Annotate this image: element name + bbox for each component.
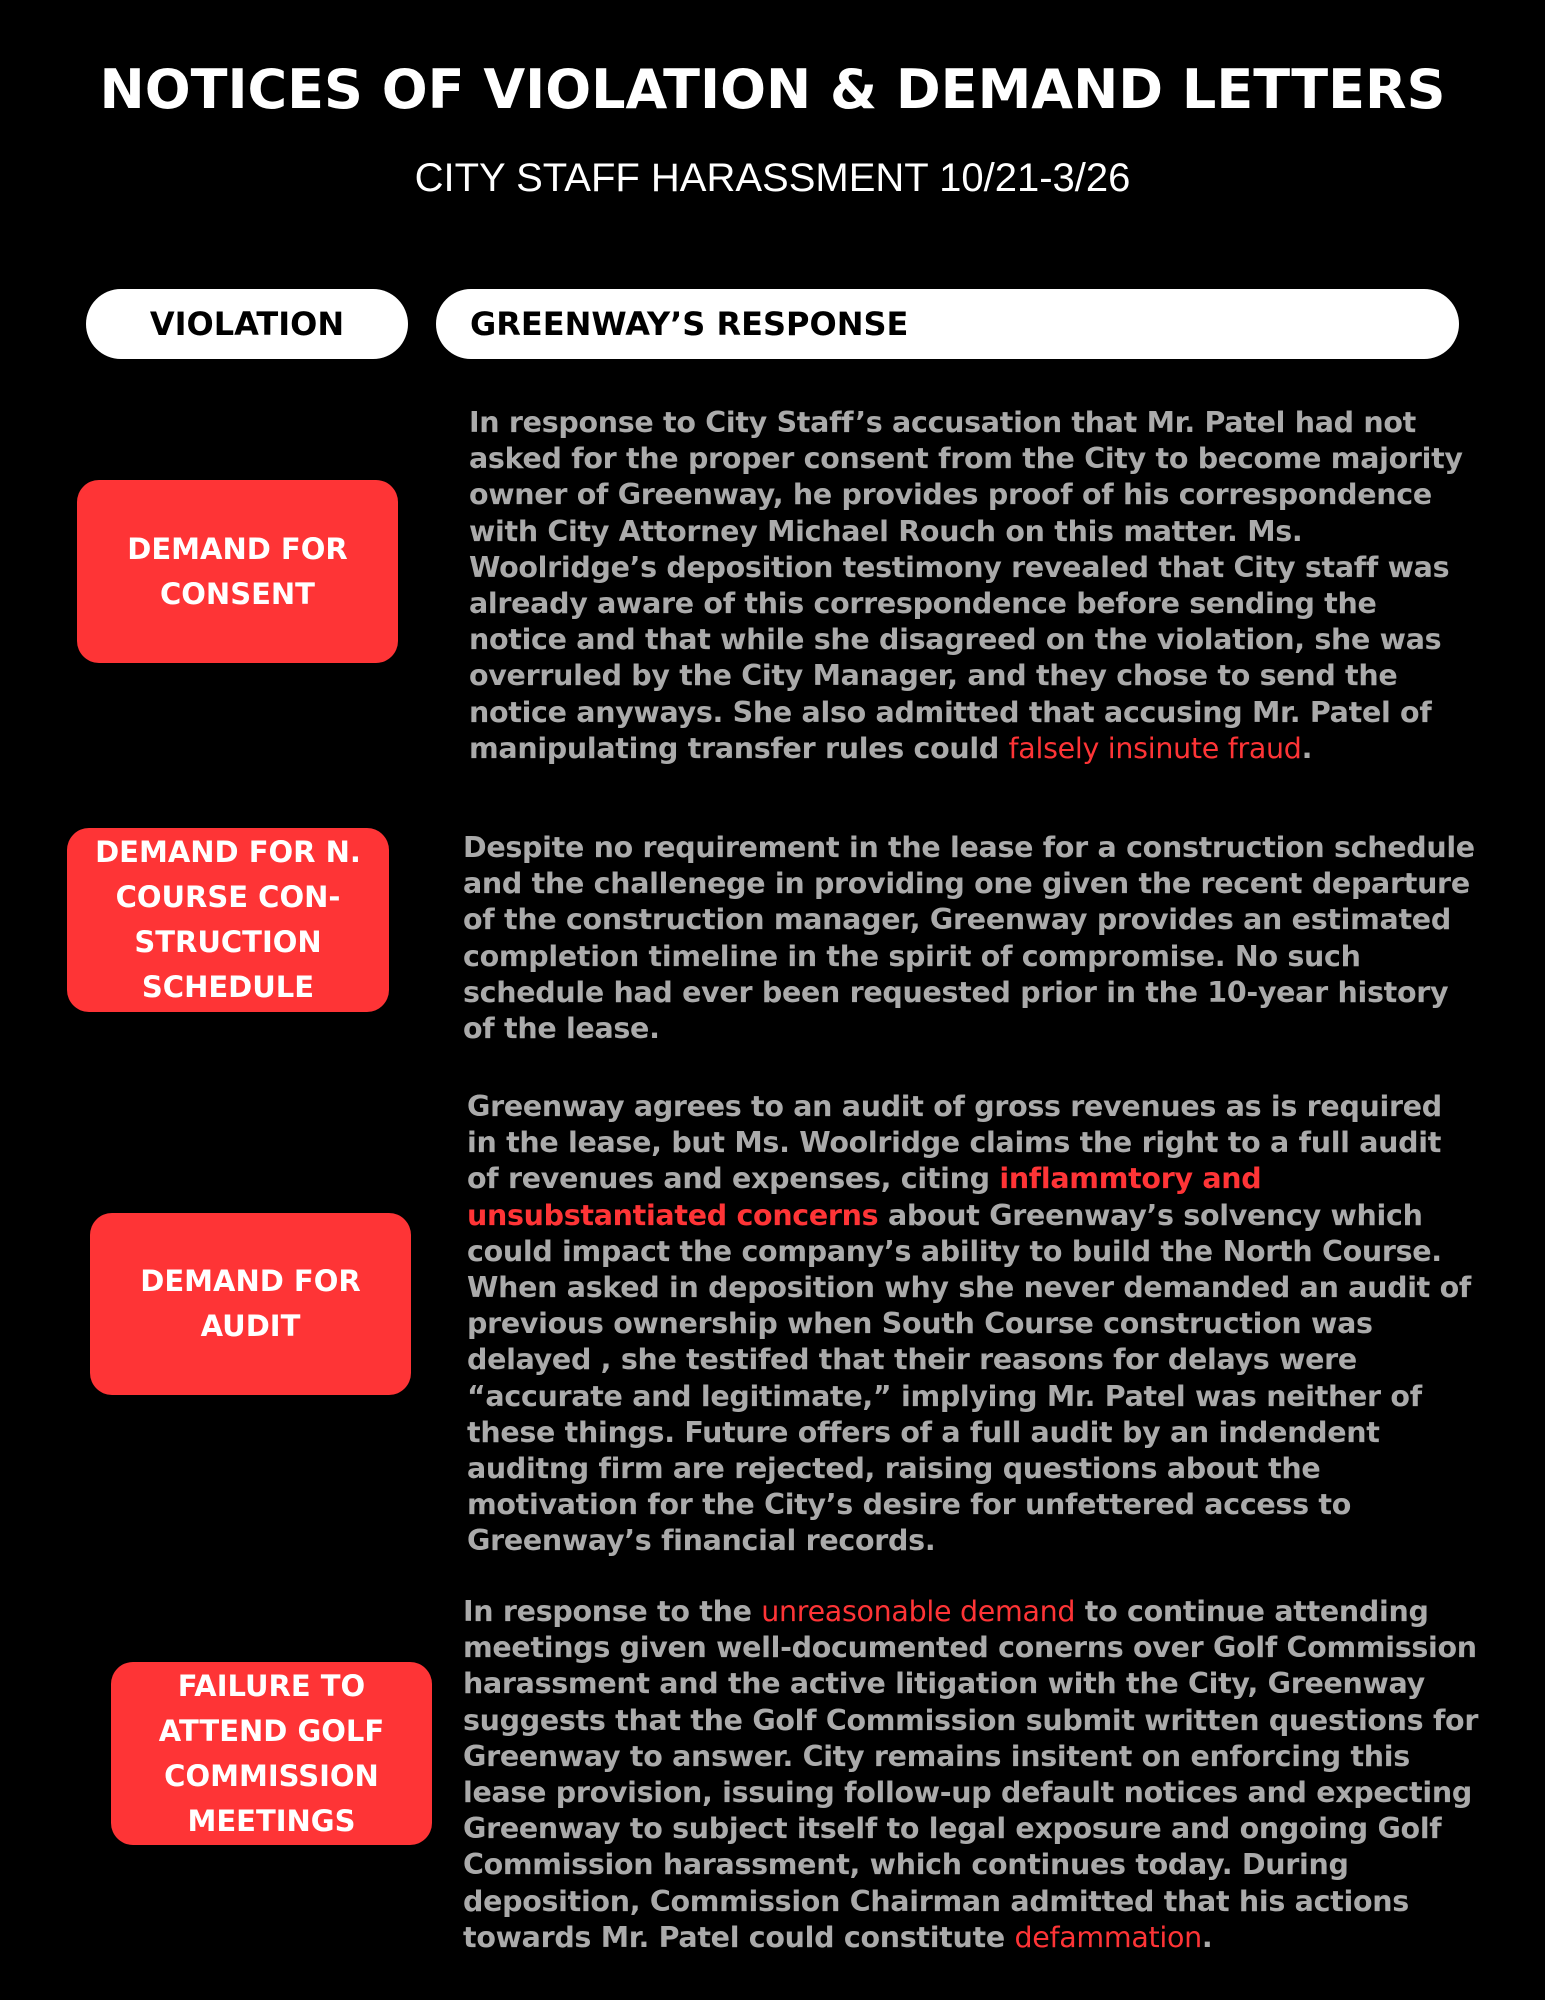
response-text-golf-commission (463, 1594, 1483, 1956)
response-text: Greenway agrees to an audit of gross revenues as is required in the lease, but Ms. Woolridge claims the right to a full audit of revenues and expenses, citing (467, 1090, 1442, 1196)
violation-label-line: DEMAND FOR (140, 1264, 361, 1298)
violation-column-header: VIOLATION (86, 289, 408, 359)
response-text-audit (467, 1089, 1477, 1560)
violation-label-line: CONSENT (160, 576, 315, 611)
response-text: . (1201, 1920, 1213, 1954)
response-text-consent (469, 405, 1479, 767)
violation-label-line: SCHEDULE (141, 970, 315, 1004)
violation-badge-construction-schedule (67, 828, 389, 1012)
response-text-construction-schedule: Despite no requirement in the lease for a construction schedule and the challenege in providing one given the recent departure of the construction manager, Greenway provides an estimated completion timeline in the spirit of compromise. No such schedule had ever been requested prior in the 10-year history of the lease. (463, 831, 1475, 1046)
violation-label-line: ATTEND GOLF (158, 1713, 385, 1748)
violation-label-line: COURSE CON- (115, 880, 341, 914)
violation-label-line: DEMAND FOR N. (95, 835, 361, 869)
page-subtitle: CITY STAFF HARASSMENT 10/21-3/26 (414, 156, 1131, 200)
response-text: . (1301, 731, 1313, 765)
violation-badge-consent (77, 480, 398, 663)
response-highlight: defammation (1014, 1920, 1202, 1954)
violation-label-line: COMMISSION (164, 1758, 379, 1793)
violation-label-line: MEETINGS (187, 1803, 356, 1838)
violation-label-line: DEMAND FOR (127, 531, 348, 566)
response-text: In response to City Staff’s accusation that Mr. Patel had not asked for the proper consent from the City to become majority owner of Greenway, he provides proof of his correspondence with City Attorney Michael Rouch on this matter. Ms. Woolridge’s deposition testimony revealed that City staff was already aware of this correspondence before sending the notice and that while she disagreed on the violation, she was overruled by the City Manager, and they chose to send the notice anyways. She also admitted that accusing Mr. Patel of manipulating transfer rules could (469, 406, 1463, 765)
response-text: about Greenway’s solvency which could impact the company’s ability to build the North Course. When asked in deposition why she never demanded an audit of previous ownership when South Course construction was delayed , she testifed that their reasons for delays were “accurate and legitimate,” implying Mr. Patel was neither of these things. Future offers of a full audit by an indendent auditng firm are rejected, raising questions about the motivation for the City’s desire for unfettered access to Greenway’s financial records. (467, 1198, 1472, 1558)
violation-badge-golf-commission (111, 1662, 432, 1845)
page-title: NOTICES OF VIOLATION & DEMAND LETTERS (99, 58, 1446, 121)
violation-badge-audit (90, 1213, 411, 1395)
response-column-header: GREENWAY’S RESPONSE (436, 289, 1459, 359)
response-text: In response to the (463, 1595, 762, 1628)
response-text: to continue attending meetings given well-documented conerns over Golf Commission harassment and the active litigation with the City, Greenway suggests that the Golf Commission submit written questions for Greenway to answer. City remains insitent on enforcing this lease provision, issuing follow-up default notices and expecting Greenway to subject itself to legal exposure and ongoing Golf Commission harassment, which continues today. During deposition, Commission Chairman admitted that his actions towards Mr. Patel could constitute (463, 1595, 1479, 1954)
violation-label-line: FAILURE TO (177, 1668, 366, 1703)
response-highlight: unreasonable demand (761, 1595, 1076, 1628)
violation-label-line: STRUCTION (134, 925, 322, 959)
violation-label-line: AUDIT (200, 1309, 301, 1343)
response-highlight: inflammtory and unsubstantiated concerns (467, 1162, 1262, 1232)
response-highlight: falsely insinute fraud (1008, 731, 1302, 765)
